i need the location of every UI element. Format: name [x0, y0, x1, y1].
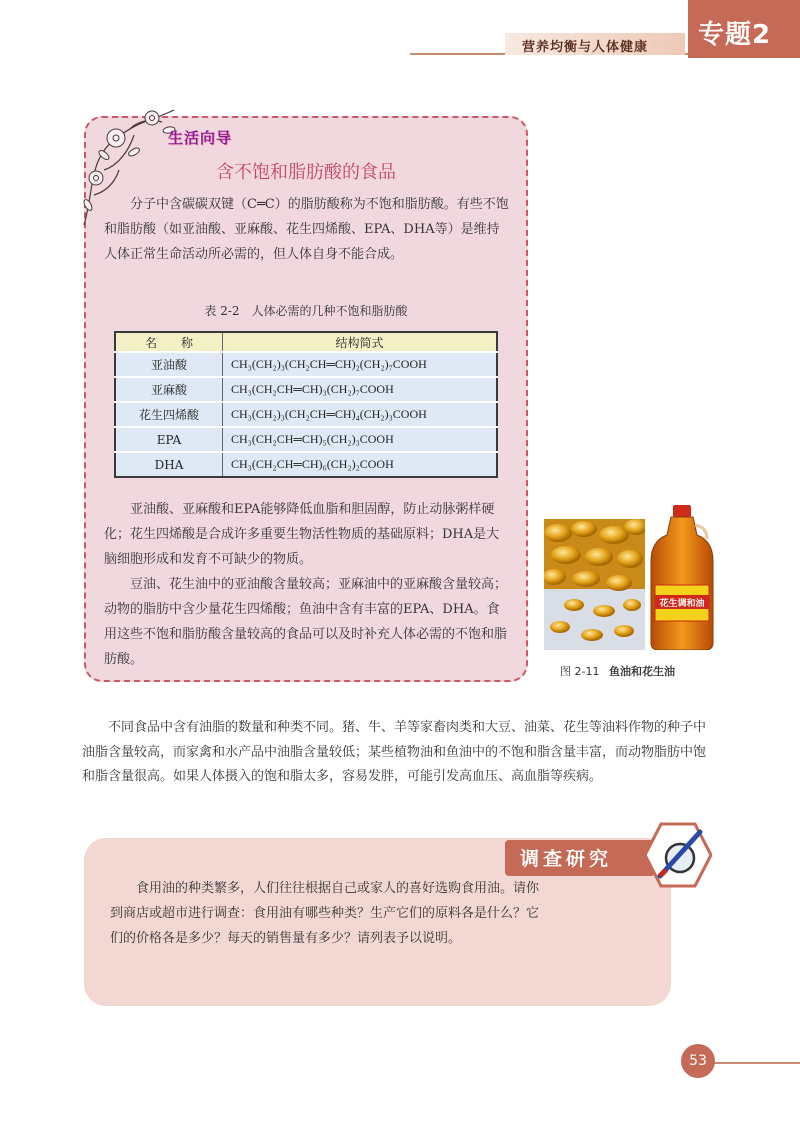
life-guide-title: 含不饱和脂肪酸的食品: [216, 162, 396, 183]
acid-name: 亚油酸: [115, 352, 223, 377]
running-title: 营养均衡与人体健康: [522, 40, 649, 55]
acid-formula: CH₃(CH₂)₃(CH₂CH═CH)₄(CH₂)₃COOH: [223, 402, 498, 427]
figure-number: 图 2-11: [560, 665, 600, 678]
research-label: 调查研究: [520, 848, 613, 870]
table-row: [115, 377, 497, 402]
page-number: 53: [681, 1044, 715, 1078]
acid-formula: CH₃(CH₂CH═CH)₃(CH₂)₇COOH: [223, 377, 498, 402]
figure-caption: [560, 663, 675, 679]
acid-formula: CH₃(CH₂)₃(CH₂CH═CH)₂(CH₂)₇COOH: [223, 352, 498, 377]
column-header-name: 名 称: [115, 332, 223, 352]
acid-name: 亚麻酸: [115, 377, 223, 402]
table-row: [115, 352, 497, 377]
table-caption: 表 2-2 人体必需的几种不饱和脂肪酸: [204, 304, 408, 318]
table-row: [115, 402, 497, 427]
chapter-tab-label: 专题2: [698, 20, 772, 50]
figure-caption-text: 鱼油和花生油: [608, 665, 675, 678]
research-paragraph: 食用油的种类繁多，人们往往根据自己或家人的喜好选购食用油。请你到商店或超市进行调查：食用油有哪些种类？生产它们的原料各是什么？它们的价格各是多少？每天的销售量有多少？请列表予以说明。: [110, 881, 540, 946]
life-guide-badge: 生活向导: [168, 129, 233, 147]
fatty-acid-table: [114, 331, 498, 478]
intro-paragraph: 分子中含碳碳双键（C═C）的脂肪酸称为不饱和脂肪酸。有些不饱和脂肪酸（如亚油酸、亚麻酸、花生四烯酸、EPA、DHA等）是维持人体正常生命活动所必需的，但人体自身不能合成。: [104, 197, 509, 262]
benefit-paragraph: 亚油酸、亚麻酸和EPA能够降低血脂和胆固醇，防止动脉粥样硬化；花生四烯酸是合成许多重要生物活性物质的基础原料；DHA是大脑细胞形成和发育不可缺少的物质。: [104, 502, 500, 567]
fish-oil-capsules-image: [544, 519, 645, 650]
table-row: [115, 452, 497, 477]
column-header-formula: 结构简式: [223, 332, 498, 352]
magnifier-pen-icon: [644, 822, 712, 888]
table-header-row: [115, 332, 497, 352]
acid-name: DHA: [115, 452, 223, 477]
main-paragraph: 不同食品中含有油脂的数量和种类不同。猪、牛、羊等家畜肉类和大豆、油菜、花生等油料作物的种子中油脂含量较高，而家禽和水产品中油脂含量较低；某些植物油和鱼油中的不饱和脂含量丰富，而动物脂肪中饱和脂含量很高。如果人体摄入的饱和脂太多，容易发胖，可能引发高血压、高血脂等疾病。: [82, 720, 707, 784]
acid-formula: CH₃(CH₂CH═CH)₅(CH₂)₃COOH: [223, 427, 498, 452]
table-row: [115, 427, 497, 452]
source-paragraph: 豆油、花生油中的亚油酸含量较高；亚麻油中的亚麻酸含量较高；动物的脂肪中含少量花生四烯酸；鱼油中含有丰富的EPA、DHA。食用这些不饱和脂肪酸含量较高的食品可以及时补充人体必需的不饱和脂肪酸。: [104, 577, 508, 667]
acid-name: 花生四烯酸: [115, 402, 223, 427]
footer-rule: [700, 1062, 800, 1064]
bottle-label: 花生调和油: [659, 599, 705, 609]
acid-name: EPA: [115, 427, 223, 452]
peanut-oil-bottle-image: [647, 505, 717, 650]
acid-formula: CH₃(CH₂CH═CH)₆(CH₂)₂COOH: [223, 452, 498, 477]
